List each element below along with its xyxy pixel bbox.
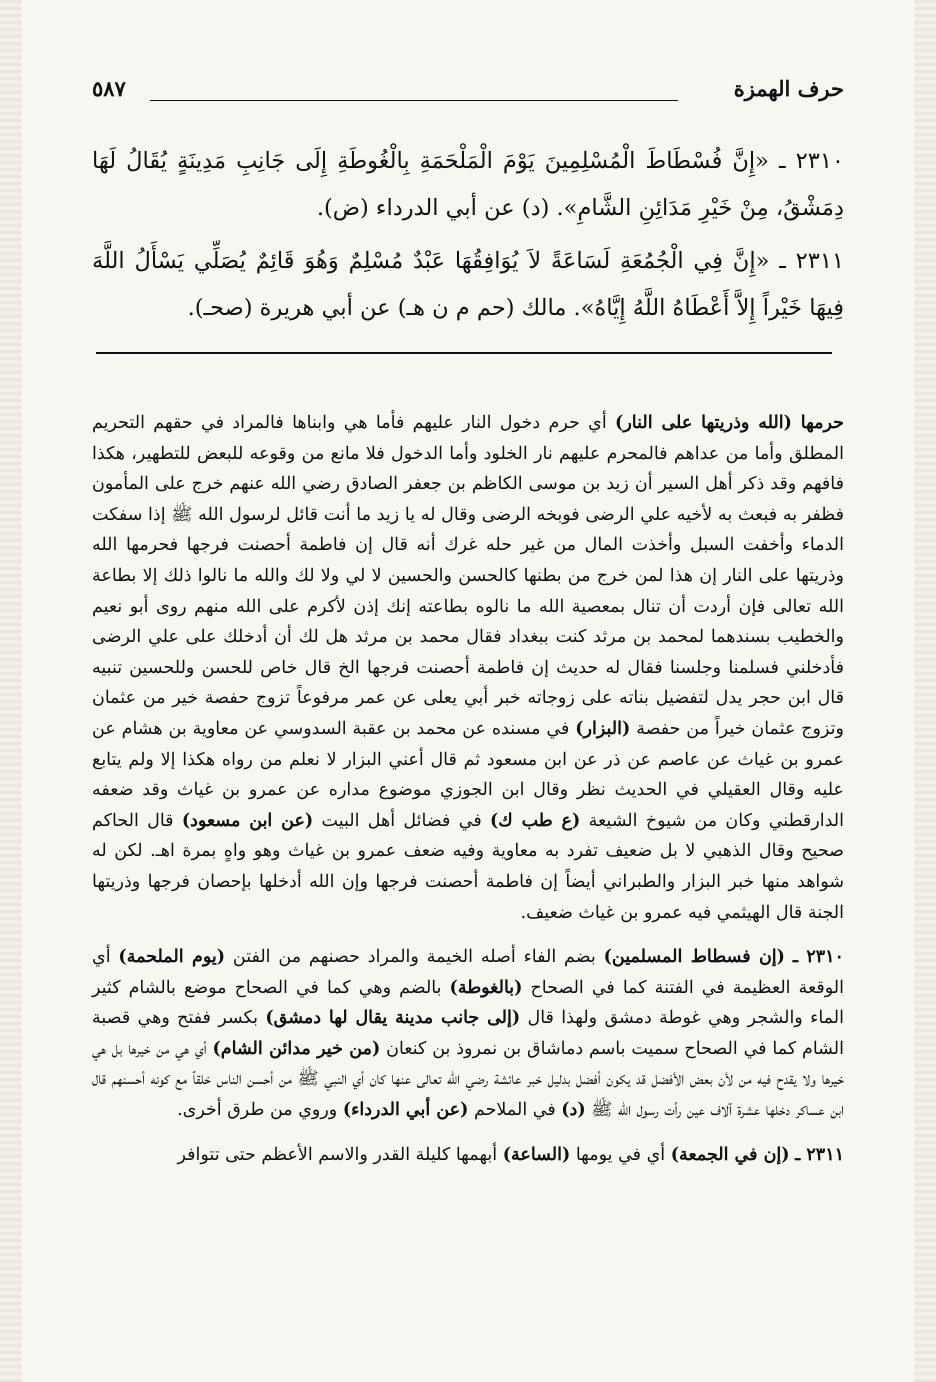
commentary-text: بالضم وهي كما في الصحاح موضع بالشام كثير الماء والشجر وهي غوطة دمشق ولهذا قال [92,977,844,1029]
hadith-number: ٢٣١٠ ـ [779,148,844,174]
commentary-lead: حرمها (الله وذريتها على النار) [615,413,844,433]
commentary-text: أي حرم دخول النار عليهم فأما هي وابناها فالمراد في حقهم التحريم المطلق وأما من عداهم فالمحرم عليهم نار الخلود وأما الدخول فلا مانع من وقوعه للبعض للتطهير، هكذا فافهم وقد ذكر أهل السير أن زيد بن موسى الكاظم بن جعفر الصادق رضي الله عنهم خرج على المأمون فظفر به فبعث به لأخيه علي الرضى فوبخه الرضى وقال له يا زيد ما أنت قائل لرسول الله ﷺ إذا سفكت الدماء وأخفت السبل وأخذت المال من غير حله غرك أنه قال إن فاطمة أحصنت فرجها فحرمها الله وذريتها على النار إن هذا لمن خرج من بطنها كالحسن والحسين لا لي ولا لك والله ما نالوا ذلك إلا بطاعة الله تعالى فإن أردت أن تنال بمعصية الله ما نالوه بطاعته إنك إذن لأكرم على الله منهم روى أبو نعيم والخطيب بسندهما لمحمد بن مرثد كنت ببغداد فقال محمد بن مرثد هل لك أن أدخلك على علي الرضى فأدخلني فسلمنا وجلسنا فقال له حديث إن فاطمة أحصنت فرجها الخ قال خاص للحسن وللحسين تنبيه قال ابن حجر يدل لتفضيل بناته على زوجاته خبر أبي يعلى عن عمر مرفوعاً تزوج حفصة خير من عثمان وتزوج عثمان خيراً من حفصة [92,413,844,739]
commentary-text: أي الوقعة العظيمة في الفتنة كما في الصحاح [92,947,844,998]
commentary-ref: (من خير مدائن الشام) [212,1038,381,1059]
hadith-source: (د) عن أبي الدرداء (ض). [316,195,550,221]
commentary-number: ٢٣١١ ـ [795,1144,844,1165]
commentary-text: قال الحاكم صحيح وقال الذهبي لا بل ضعيف تفرد به معاوية وفيه ضعف عمرو بن غياث وهو واهٍ بمرة اهـ. لكن له شواهد منها خبر البزار والطبراني أيضاً إن فاطمة أحصنت فرجها وإن الله أدخلها بإحصان فرجها وذريتها الجنة قال الهيثمي فيه عمرو بن غياث ضعيف. [92,810,844,923]
hadith-text: «إِنَّ فُسْطَاطَ الْمُسْلِمِينَ يَوْمَ الْمَلْحَمَةِ بِالْغُوطَةِ إِلَى جَانِبِ مَدِينَةٍ يُقَالُ لَهَا دِمَشْقُ، مِنْ خَيْرِ مَدَائِنِ الشَّامِ». [92,148,844,221]
commentary-number: ٢٣١٠ ـ [792,947,844,968]
hadith-2310 [92,138,844,232]
commentary-paragraph-2310 [92,942,844,1126]
commentary-text: وروي من طرق أخرى. [177,1100,338,1121]
commentary-ref: (عن ابن مسعود) [181,810,314,831]
running-header [92,74,844,110]
section-divider [96,352,832,354]
commentary-paragraph-2311 [92,1140,844,1171]
commentary-text: في الملاحم [473,1100,556,1121]
commentary-text: أي هي من خيرها بل هي خيرها ولا يقدح فيه من لأن بعض الأفضل قد يكون أفضل بدليل خبر عائشة رضي الله تعالى عنها كان أي النبي ﷺ من أحسن الناس خلقاً مع كونه أحسنهم قال ابن عساكر دخلها عشرة آلاف عين رأت رسول الله ﷺ [92,1038,844,1121]
commentary-ref: (عن أبي الدرداء) [342,1100,469,1121]
commentary-text: بضم الفاء أصله الخيمة والمراد حصنهم من الفتن [232,947,596,968]
commentary-ref: (بالغوطة) [449,977,523,998]
commentary-text: أبهمها كليلة القدر والاسم الأعظم حتى تتوافر [177,1144,498,1165]
commentary-ref: (يوم الملحمة) [118,947,226,968]
commentary-ref: (ع طب ك) [490,810,581,831]
hadith-text: «إِنَّ فِي الْجُمُعَةِ لَسَاعَةً لاَ يُوَافِقُهَا عَبْدٌ مُسْلِمٌ وَهُوَ قَائِمٌ يُصَلِّي يَسْأَلُ اللَّهَ فِيهَا خَيْراً إِلاَّ أَعْطَاهُ اللَّهُ إِيَّاهُ». [92,248,844,321]
scan-edge-left [0,0,22,1382]
commentary-paragraph-prev [92,408,844,928]
commentary-ref: (الساعة) [502,1144,571,1165]
commentary-block [92,408,844,1170]
commentary-ref: (البزار) [575,718,631,739]
hadith-2311 [92,238,844,332]
header-rule [150,100,678,101]
hadith-number: ٢٣١١ ـ [779,248,844,274]
page-number: ٥٨٧ [92,76,126,101]
commentary-text: في مسنده عن محمد بن عقبة السدوسي عن معاوية بن هشام عن عمرو بن غياث عن عاصم عن ذر عن ابن مسعود ثم قال أعني البزار لا نعلم من رواه هكذا إلا ولم يتابع عليه وقال العقيلي في الحديث نظر وقال ابن الجوزي موضوع مداره عن عمرو بن غياث وقد ضعفه الدارقطني وكان من شيوخ الشيعة [92,718,844,831]
commentary-ref: (إلى جانب مدينة يقال لها دمشق) [265,1008,521,1029]
hadith-text-block [92,138,844,338]
running-title: حرف الهمزة [733,76,844,101]
commentary-text: أي في يومها [575,1144,666,1165]
commentary-lead: (إن فسطاط المسلمين) [603,947,785,968]
commentary-lead: (إن في الجمعة) [670,1144,790,1165]
commentary-ref: (د) [561,1100,586,1121]
scan-edge-right [914,0,936,1382]
hadith-source: مالك (حم م ن هـ) عن أبي هريرة (صحـ). [187,295,567,321]
commentary-text: بكسر ففتح وهي قصبة الشام كما في الصحاح سميت باسم دماشاق بن نمروذ بن كنعان [92,1008,844,1059]
commentary-text: في فضائل أهل البيت [321,810,482,831]
